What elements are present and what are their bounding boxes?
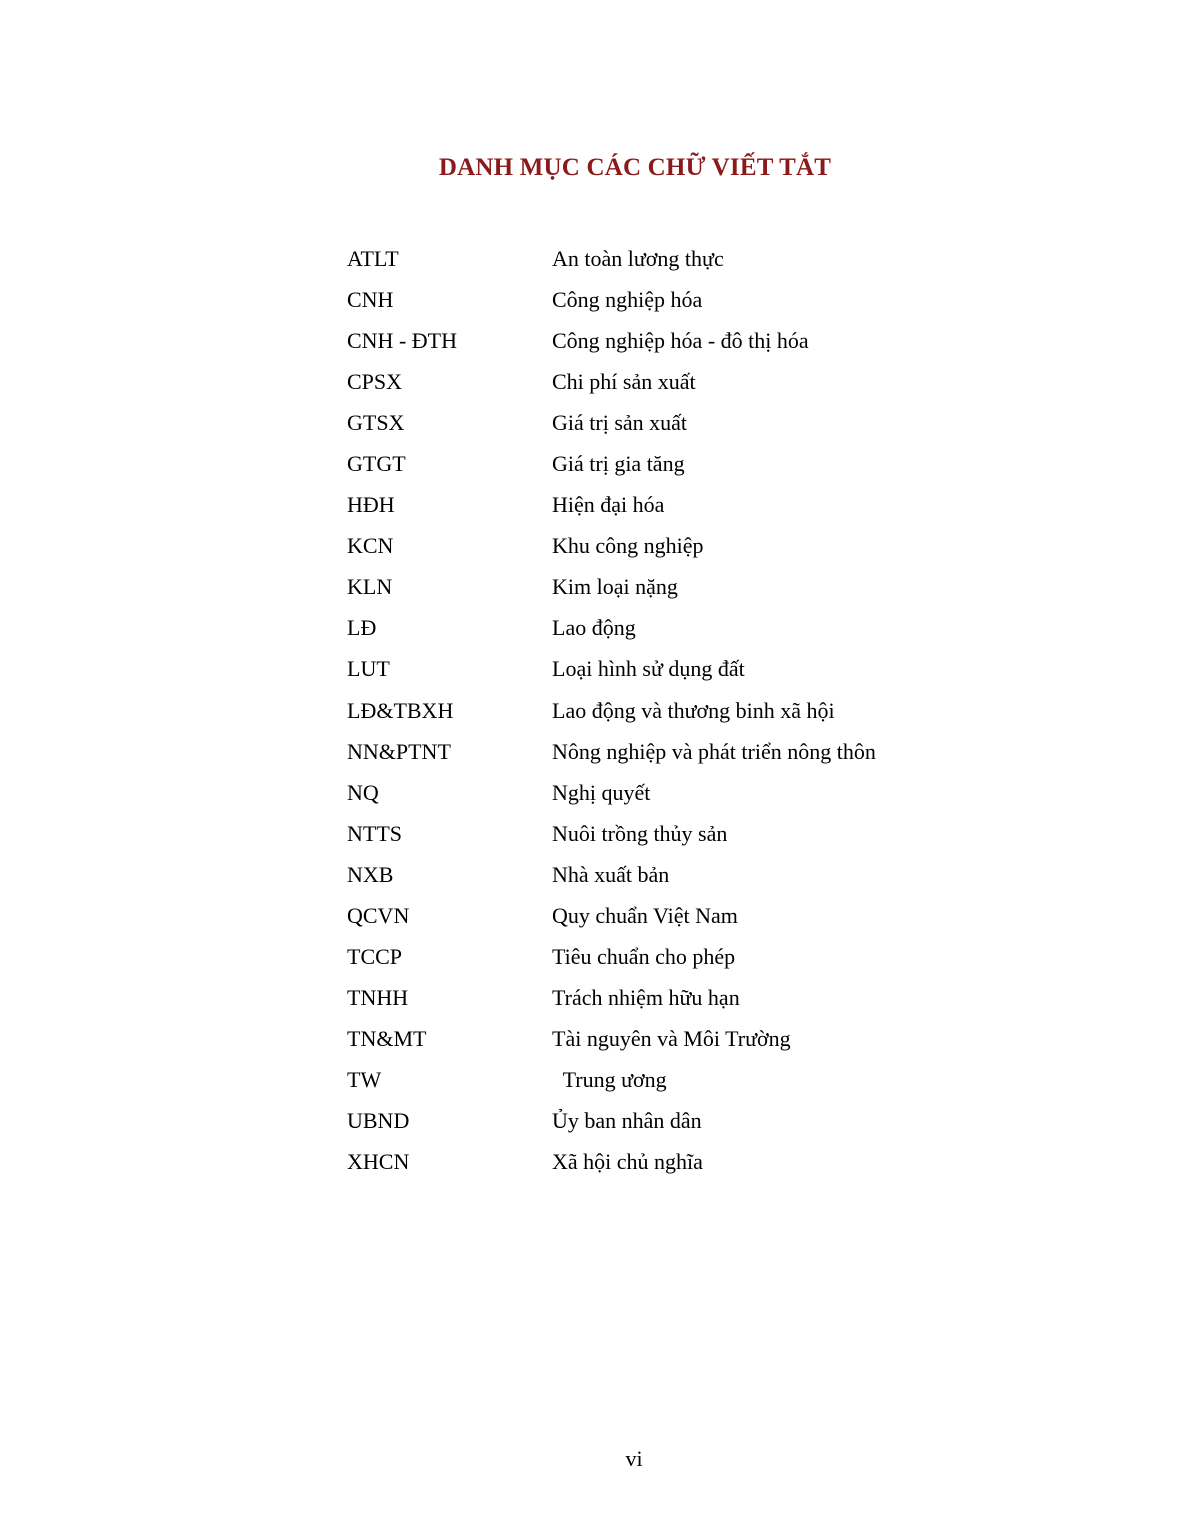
page-title: DANH MỤC CÁC CHỮ VIẾT TẮT	[438, 154, 832, 181]
abbreviation-meaning: Nghị quyết	[552, 779, 651, 805]
abbreviation-row	[347, 607, 967, 648]
abbreviation-code: TCCP	[347, 943, 403, 969]
abbreviation-row	[347, 936, 967, 977]
abbreviation-meaning: Khu công nghiệp	[552, 533, 704, 559]
abbreviation-code: GTGT	[347, 451, 406, 477]
abbreviation-row	[347, 238, 967, 279]
abbreviation-meaning: Chi phí sản xuất	[552, 369, 696, 395]
abbreviation-row	[347, 772, 967, 813]
abbreviation-row	[347, 895, 967, 936]
abbreviation-code: LĐ&TBXH	[347, 697, 454, 723]
abbreviation-meaning: Giá trị sản xuất	[552, 410, 688, 436]
abbreviation-meaning: Công nghiệp hóa	[552, 287, 703, 313]
abbreviation-code: LUT	[347, 656, 390, 682]
abbreviation-meaning: Loại hình sử dụng đất	[552, 656, 745, 682]
abbreviation-row	[347, 361, 967, 402]
abbreviation-code: CNH - ĐTH	[347, 328, 457, 354]
abbreviation-code: UBND	[347, 1107, 410, 1133]
abbreviation-code: TN&MT	[347, 1025, 427, 1051]
abbreviation-meaning: Kim loại nặng	[552, 574, 678, 600]
abbreviation-row	[347, 731, 967, 772]
abbreviation-row	[347, 1100, 967, 1141]
abbreviation-code: NTTS	[347, 820, 402, 846]
abbreviation-meaning: Nông nghiệp và phát triển nông thôn	[552, 738, 876, 764]
page-number: vi	[625, 1446, 643, 1471]
abbreviation-meaning: Trách nhiệm hữu hạn	[552, 984, 740, 1010]
abbreviation-row	[347, 525, 967, 566]
abbreviation-code: CPSX	[347, 369, 403, 395]
abbreviation-code: QCVN	[347, 902, 410, 928]
abbreviation-meaning: Hiện đại hóa	[552, 492, 665, 518]
abbreviation-code: KCN	[347, 533, 394, 559]
abbreviation-row	[347, 443, 967, 484]
abbreviation-row	[347, 402, 967, 443]
abbreviation-code: TNHH	[347, 984, 409, 1010]
abbreviation-code: HĐH	[347, 492, 395, 518]
abbreviation-code: LĐ	[347, 615, 377, 641]
abbreviation-row	[347, 690, 967, 731]
abbreviation-meaning: Trung ương	[552, 1066, 667, 1092]
abbreviation-meaning: Quy chuẩn Việt Nam	[552, 902, 738, 928]
abbreviation-meaning: An toàn lương thực	[552, 246, 724, 271]
abbreviation-code: GTSX	[347, 410, 405, 436]
abbreviation-row	[347, 279, 967, 320]
abbreviation-code: KLN	[347, 574, 393, 600]
abbreviation-list	[347, 238, 967, 1182]
abbreviation-row	[347, 566, 967, 607]
abbreviation-meaning: Tiêu chuẩn cho phép	[552, 943, 736, 969]
abbreviation-meaning: Nhà xuất bản	[552, 861, 670, 887]
abbreviation-meaning: Tài nguyên và Môi Trường	[552, 1025, 791, 1051]
abbreviation-row	[347, 320, 967, 361]
abbreviation-row	[347, 1141, 967, 1182]
abbreviation-row	[347, 813, 967, 854]
abbreviation-code: NQ	[347, 779, 379, 805]
abbreviation-meaning: Lao động	[552, 615, 636, 641]
abbreviation-code: ATLT	[347, 246, 399, 271]
abbreviation-meaning: Xã hội chủ nghĩa	[552, 1149, 703, 1175]
abbreviation-meaning: Ủy ban nhân dân	[552, 1107, 702, 1133]
abbreviation-code: CNH	[347, 287, 394, 313]
abbreviation-meaning: Nuôi trồng thủy sản	[552, 820, 728, 846]
abbreviation-code: TW	[347, 1066, 382, 1092]
abbreviation-code: NXB	[347, 861, 394, 887]
abbreviation-meaning: Giá trị gia tăng	[552, 451, 685, 477]
abbreviation-code: XHCN	[347, 1149, 410, 1175]
abbreviation-row	[347, 648, 967, 689]
abbreviation-row	[347, 1018, 967, 1059]
abbreviation-row	[347, 1059, 967, 1100]
abbreviation-row	[347, 854, 967, 895]
abbreviation-row	[347, 484, 967, 525]
abbreviation-row	[347, 977, 967, 1018]
abbreviation-meaning: Công nghiệp hóa - đô thị hóa	[552, 328, 809, 354]
abbreviation-meaning: Lao động và thương binh xã hội	[552, 697, 835, 723]
abbreviation-code: NN&PTNT	[347, 738, 451, 764]
